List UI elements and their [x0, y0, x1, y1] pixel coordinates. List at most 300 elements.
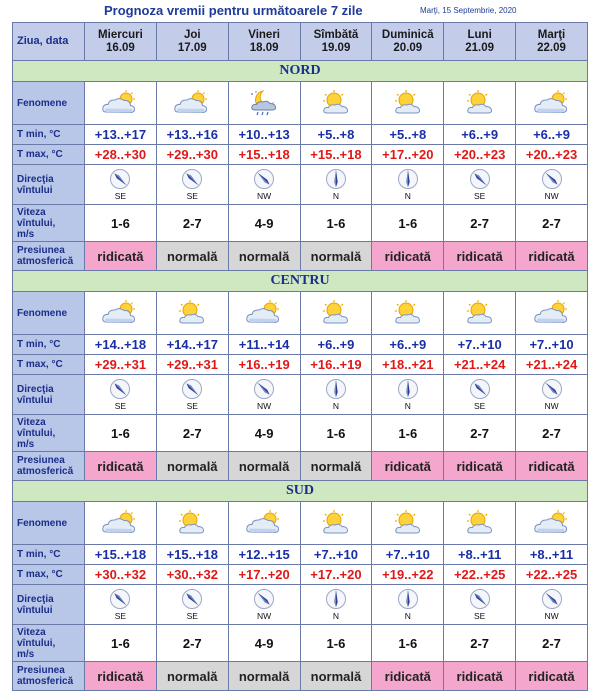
- wind-direction-value: SE: [114, 191, 127, 201]
- wind-direction-label: [13, 165, 85, 205]
- day-date: 16.09: [106, 41, 135, 54]
- wind-direction-value: SE: [473, 611, 486, 621]
- compass-arrow-icon: [181, 588, 203, 610]
- day-header-cell: [156, 23, 228, 61]
- cloud-sun-icon: [516, 510, 587, 536]
- sun-cloud-icon: [444, 90, 515, 116]
- cloud-sun-icon: [85, 510, 156, 536]
- wind-direction-wrap: [157, 588, 228, 621]
- label-line: Direcţia: [17, 383, 54, 395]
- wind-direction-label: [13, 585, 85, 625]
- wind-direction-cell: [372, 585, 444, 625]
- tmax-value: +29..+31: [85, 355, 157, 375]
- wind-direction-wrap: [444, 588, 515, 621]
- sun-cloud-icon: [157, 300, 228, 326]
- fenomene-row: [13, 82, 588, 125]
- tmax-value: +29..+31: [156, 355, 228, 375]
- wind-direction-wrap: [85, 588, 156, 621]
- tmin-value: +6..+9: [444, 125, 516, 145]
- pressure-label: [13, 662, 85, 691]
- day-header-cell: [85, 23, 157, 61]
- wind-speed-row: [13, 205, 588, 242]
- label-line: vîntului: [17, 604, 53, 616]
- tmin-value: +7..+10: [300, 545, 372, 565]
- pressure-row: [13, 452, 588, 481]
- tmax-value: +22..+25: [516, 565, 588, 585]
- tmax-value: +21..+24: [444, 355, 516, 375]
- pressure-value: ridicată: [372, 452, 444, 481]
- region-title: CENTRU: [13, 271, 588, 292]
- pressure-value: ridicată: [444, 452, 516, 481]
- compass-arrow-icon: [253, 588, 275, 610]
- day-date: 19.09: [321, 41, 351, 54]
- fenomene-row: [13, 292, 588, 335]
- wind-direction-value: NW: [544, 401, 559, 411]
- label-line: atmosferică: [17, 466, 74, 477]
- weather-cell: [444, 292, 516, 335]
- wind-speed-value: 2-7: [156, 415, 228, 452]
- pressure-value: normală: [156, 452, 228, 481]
- label-line: Presiunea: [17, 245, 65, 256]
- label-line: Presiunea: [17, 455, 65, 466]
- page-title: Prognoza vremii pentru următoarele 7 zile: [104, 3, 363, 18]
- wind-speed-value: 1-6: [372, 625, 444, 662]
- tmin-value: +13..+16: [156, 125, 228, 145]
- compass-arrow-icon: [469, 168, 491, 190]
- wind-direction-value: SE: [473, 191, 486, 201]
- tmin-value: +12..+15: [228, 545, 300, 565]
- wind-direction-value: SE: [186, 401, 198, 411]
- wind-speed-value: 2-7: [156, 205, 228, 242]
- pressure-value: ridicată: [85, 662, 157, 691]
- tmin-value: +14..+18: [85, 335, 157, 355]
- day-date: 22.09: [537, 41, 566, 54]
- wind-direction-value: SE: [114, 401, 127, 411]
- wind-speed-value: 1-6: [85, 205, 157, 242]
- tmin-value: +14..+17: [156, 335, 228, 355]
- sun-cloud-icon: [301, 300, 372, 326]
- pressure-value: ridicată: [444, 662, 516, 691]
- tmin-label: T min, °C: [13, 125, 85, 145]
- pressure-value: ridicată: [516, 662, 588, 691]
- pressure-value: ridicată: [516, 452, 588, 481]
- weather-cell: [444, 502, 516, 545]
- compass-arrow-icon: [253, 168, 275, 190]
- tmin-value: +7..+10: [516, 335, 588, 355]
- cloud-sun-icon: [157, 90, 228, 116]
- pressure-value: ridicată: [444, 242, 516, 271]
- tmin-value: +8..+11: [516, 545, 588, 565]
- wind-direction-value: N: [332, 401, 340, 411]
- sun-cloud-icon: [372, 90, 443, 116]
- wind-direction-row: [13, 585, 588, 625]
- region-row: [13, 61, 588, 82]
- wind-direction-value: NW: [544, 191, 559, 201]
- wind-speed-value: 4-9: [228, 625, 300, 662]
- cloud-sun-icon: [229, 510, 300, 536]
- wind-direction-wrap: [372, 588, 443, 621]
- day-date: 20.09: [393, 41, 423, 54]
- label-line: m/s: [17, 228, 35, 240]
- tmax-value: +21..+24: [516, 355, 588, 375]
- tmin-row: [13, 125, 588, 145]
- fenomene-row: [13, 502, 588, 545]
- wind-speed-value: 2-7: [444, 625, 516, 662]
- label-line: vîntului,: [17, 217, 56, 229]
- wind-direction-cell: [156, 375, 228, 415]
- wind-direction-cell: [85, 585, 157, 625]
- wind-direction-cell: [516, 585, 588, 625]
- tmin-value: +5..+8: [372, 125, 444, 145]
- tmax-row: [13, 565, 588, 585]
- tmax-value: +20..+23: [444, 145, 516, 165]
- label-line: Viteza: [17, 206, 46, 218]
- compass-arrow-icon: [541, 378, 563, 400]
- tmax-value: +16..+19: [228, 355, 300, 375]
- wind-direction-value: SE: [186, 191, 198, 201]
- compass-arrow-icon: [325, 588, 347, 610]
- compass-arrow-icon: [541, 168, 563, 190]
- wind-direction-wrap: [301, 588, 372, 621]
- sun-cloud-icon: [444, 510, 515, 536]
- region-row: [13, 481, 588, 502]
- wind-direction-cell: [228, 585, 300, 625]
- sun-cloud-icon: [301, 510, 372, 536]
- wind-speed-label: [13, 415, 85, 452]
- tmin-value: +5..+8: [300, 125, 372, 145]
- tmax-value: +30..+32: [156, 565, 228, 585]
- weather-cell: [156, 502, 228, 545]
- compass-arrow-icon: [469, 588, 491, 610]
- pressure-value: ridicată: [372, 242, 444, 271]
- wind-speed-value: 2-7: [156, 625, 228, 662]
- day-date: 17.09: [177, 41, 207, 54]
- cloud-sun-icon: [516, 90, 587, 116]
- weather-cell: [85, 292, 157, 335]
- day-name: Vineri: [248, 28, 280, 41]
- wind-direction-cell: [228, 375, 300, 415]
- tmax-value: +17..+20: [372, 145, 444, 165]
- wind-direction-value: NW: [257, 401, 272, 411]
- day-header-cell: [300, 23, 372, 61]
- wind-direction-value: N: [404, 191, 411, 201]
- day-name: Joi: [183, 28, 201, 41]
- region-title: SUD: [13, 481, 588, 502]
- wind-direction-label: [13, 375, 85, 415]
- wind-direction-cell: [300, 585, 372, 625]
- compass-arrow-icon: [181, 168, 203, 190]
- wind-speed-value: 1-6: [300, 205, 372, 242]
- wind-speed-value: 2-7: [444, 415, 516, 452]
- label-line: m/s: [17, 648, 35, 660]
- weather-cell: [300, 292, 372, 335]
- day-name: Sîmbătă: [313, 28, 359, 41]
- tmax-value: +20..+23: [516, 145, 588, 165]
- day-name: Marţi: [537, 28, 566, 41]
- wind-direction-cell: [156, 585, 228, 625]
- wind-direction-cell: [300, 375, 372, 415]
- tmin-label: T min, °C: [13, 335, 85, 355]
- weather-cell: [85, 502, 157, 545]
- wind-direction-cell: [372, 165, 444, 205]
- wind-direction-cell: [300, 165, 372, 205]
- label-line: vîntului: [17, 394, 53, 406]
- compass-arrow-icon: [325, 168, 347, 190]
- day-name: Luni: [467, 28, 492, 41]
- tmin-row: [13, 335, 588, 355]
- weather-cell: [228, 292, 300, 335]
- tmax-value: +15..+18: [228, 145, 300, 165]
- weather-cell: [372, 292, 444, 335]
- wind-direction-wrap: [157, 168, 228, 201]
- label-line: m/s: [17, 438, 35, 450]
- pressure-value: normală: [300, 662, 372, 691]
- label-line: Presiunea: [17, 665, 65, 676]
- wind-direction-wrap: [85, 168, 156, 201]
- wind-speed-label: [13, 205, 85, 242]
- wind-speed-value: 2-7: [516, 205, 588, 242]
- wind-direction-wrap: [516, 168, 587, 201]
- compass-arrow-icon: [109, 168, 131, 190]
- tmin-value: +7..+10: [444, 335, 516, 355]
- weather-cell: [372, 502, 444, 545]
- tmin-value: +6..+9: [372, 335, 444, 355]
- tmax-value: +22..+25: [444, 565, 516, 585]
- pressure-value: ridicată: [85, 242, 157, 271]
- weather-cell: [372, 82, 444, 125]
- tmax-value: +17..+20: [228, 565, 300, 585]
- wind-speed-value: 1-6: [372, 415, 444, 452]
- wind-direction-row: [13, 165, 588, 205]
- pressure-value: normală: [300, 452, 372, 481]
- wind-direction-cell: [372, 375, 444, 415]
- label-line: vîntului: [17, 184, 53, 196]
- wind-direction-row: [13, 375, 588, 415]
- tmin-row: [13, 545, 588, 565]
- day-header-cell: [372, 23, 444, 61]
- night-cloud-icon: [229, 89, 300, 117]
- weather-cell: [228, 502, 300, 545]
- wind-direction-value: NW: [257, 191, 272, 201]
- wind-direction-wrap: [444, 378, 515, 411]
- compass-arrow-icon: [541, 588, 563, 610]
- weather-cell: [156, 292, 228, 335]
- tmax-label: T max, °C: [13, 355, 85, 375]
- compass-arrow-icon: [397, 378, 419, 400]
- page-date: Marţi, 15 Septembrie, 2020: [420, 6, 517, 15]
- wind-direction-wrap: [444, 168, 515, 201]
- wind-speed-value: 1-6: [300, 415, 372, 452]
- sun-cloud-icon: [301, 90, 372, 116]
- wind-speed-value: 1-6: [85, 625, 157, 662]
- label-line: Direcţia: [17, 173, 54, 185]
- compass-arrow-icon: [469, 378, 491, 400]
- weather-cell: [85, 82, 157, 125]
- compass-arrow-icon: [181, 378, 203, 400]
- day-name: Duminică: [381, 28, 434, 41]
- pressure-value: normală: [300, 242, 372, 271]
- compass-arrow-icon: [109, 588, 131, 610]
- label-line: atmosferică: [17, 256, 74, 267]
- tmax-value: +19..+22: [372, 565, 444, 585]
- tmin-label: T min, °C: [13, 545, 85, 565]
- tmax-label: T max, °C: [13, 145, 85, 165]
- label-line: vîntului,: [17, 637, 56, 649]
- pressure-value: ridicată: [516, 242, 588, 271]
- pressure-label: [13, 452, 85, 481]
- sun-cloud-icon: [157, 510, 228, 536]
- sun-cloud-icon: [444, 300, 515, 326]
- wind-direction-value: N: [404, 611, 411, 621]
- weather-cell: [156, 82, 228, 125]
- pressure-label: [13, 242, 85, 271]
- wind-direction-wrap: [372, 378, 443, 411]
- wind-speed-label: [13, 625, 85, 662]
- day-date: 21.09: [465, 41, 495, 54]
- tmax-label: T max, °C: [13, 565, 85, 585]
- weather-cell: [228, 82, 300, 125]
- wind-direction-wrap: [516, 378, 587, 411]
- tmin-value: +8..+11: [444, 545, 516, 565]
- tmax-value: +16..+19: [300, 355, 372, 375]
- label-line: Viteza: [17, 416, 46, 428]
- wind-direction-wrap: [229, 378, 300, 411]
- pressure-row: [13, 242, 588, 271]
- tmax-value: +28..+30: [85, 145, 157, 165]
- compass-arrow-icon: [397, 588, 419, 610]
- weather-cell: [516, 82, 588, 125]
- weather-cell: [444, 82, 516, 125]
- day-header-cell: [444, 23, 516, 61]
- pressure-value: normală: [156, 662, 228, 691]
- pressure-value: normală: [156, 242, 228, 271]
- wind-speed-row: [13, 625, 588, 662]
- wind-direction-wrap: [516, 588, 587, 621]
- tmin-value: +15..+18: [156, 545, 228, 565]
- day-date: 18.09: [249, 41, 279, 54]
- wind-direction-cell: [516, 165, 588, 205]
- compass-arrow-icon: [109, 378, 131, 400]
- tmax-value: +30..+32: [85, 565, 157, 585]
- region-title: NORD: [13, 61, 588, 82]
- wind-direction-cell: [156, 165, 228, 205]
- cloud-sun-icon: [85, 300, 156, 326]
- wind-speed-value: 1-6: [372, 205, 444, 242]
- compass-arrow-icon: [397, 168, 419, 190]
- pressure-row: [13, 662, 588, 691]
- pressure-value: normală: [228, 242, 300, 271]
- wind-speed-value: 4-9: [228, 205, 300, 242]
- wind-direction-cell: [444, 585, 516, 625]
- tmin-value: +15..+18: [85, 545, 157, 565]
- wind-direction-cell: [85, 165, 157, 205]
- label-line: Direcţia: [17, 593, 54, 605]
- tmin-value: +6..+9: [300, 335, 372, 355]
- wind-direction-cell: [444, 375, 516, 415]
- day-label-cell: Ziua, data: [13, 23, 85, 61]
- wind-direction-cell: [516, 375, 588, 415]
- wind-direction-value: SE: [114, 611, 127, 621]
- wind-direction-value: SE: [186, 611, 198, 621]
- cloud-sun-icon: [229, 300, 300, 326]
- tmax-value: +29..+30: [156, 145, 228, 165]
- wind-speed-value: 2-7: [516, 625, 588, 662]
- wind-speed-value: 2-7: [516, 415, 588, 452]
- day-header-cell: [228, 23, 300, 61]
- tmax-value: +15..+18: [300, 145, 372, 165]
- compass-arrow-icon: [253, 378, 275, 400]
- page-header: [0, 0, 600, 20]
- pressure-value: ridicată: [85, 452, 157, 481]
- wind-direction-value: N: [332, 611, 340, 621]
- label-line: vîntului,: [17, 427, 56, 439]
- sun-cloud-icon: [372, 300, 443, 326]
- wind-direction-value: NW: [544, 611, 559, 621]
- wind-direction-cell: [85, 375, 157, 415]
- label-line: atmosferică: [17, 676, 74, 687]
- wind-direction-wrap: [301, 378, 372, 411]
- tmin-value: +10..+13: [228, 125, 300, 145]
- wind-direction-cell: [444, 165, 516, 205]
- wind-direction-value: N: [332, 191, 340, 201]
- day-header-cell: [516, 23, 588, 61]
- weather-cell: [300, 82, 372, 125]
- wind-direction-wrap: [372, 168, 443, 201]
- fenomene-label: Fenomene: [13, 82, 85, 125]
- tmax-row: [13, 355, 588, 375]
- tmax-value: +17..+20: [300, 565, 372, 585]
- wind-direction-value: N: [404, 401, 411, 411]
- fenomene-label: Fenomene: [13, 502, 85, 545]
- wind-direction-wrap: [229, 168, 300, 201]
- forecast-table: [12, 22, 588, 691]
- tmin-value: +7..+10: [372, 545, 444, 565]
- tmax-row: [13, 145, 588, 165]
- wind-direction-wrap: [301, 168, 372, 201]
- pressure-value: normală: [228, 662, 300, 691]
- wind-speed-value: 1-6: [300, 625, 372, 662]
- weather-cell: [516, 292, 588, 335]
- wind-direction-cell: [228, 165, 300, 205]
- cloud-sun-icon: [85, 90, 156, 116]
- wind-speed-value: 4-9: [228, 415, 300, 452]
- wind-direction-wrap: [229, 588, 300, 621]
- wind-speed-row: [13, 415, 588, 452]
- wind-speed-value: 1-6: [85, 415, 157, 452]
- tmin-value: +13..+17: [85, 125, 157, 145]
- region-row: [13, 271, 588, 292]
- fenomene-label: Fenomene: [13, 292, 85, 335]
- tmin-value: +6..+9: [516, 125, 588, 145]
- pressure-value: normală: [228, 452, 300, 481]
- wind-speed-value: 2-7: [444, 205, 516, 242]
- wind-direction-wrap: [85, 378, 156, 411]
- day-header-row: [13, 23, 588, 61]
- label-line: Viteza: [17, 626, 46, 638]
- pressure-value: ridicată: [372, 662, 444, 691]
- sun-cloud-icon: [372, 510, 443, 536]
- wind-direction-value: SE: [473, 401, 486, 411]
- compass-arrow-icon: [325, 378, 347, 400]
- cloud-sun-icon: [516, 300, 587, 326]
- tmax-value: +18..+21: [372, 355, 444, 375]
- wind-direction-wrap: [157, 378, 228, 411]
- weather-cell: [300, 502, 372, 545]
- weather-cell: [516, 502, 588, 545]
- tmin-value: +11..+14: [228, 335, 300, 355]
- day-name: Miercuri: [98, 28, 143, 41]
- wind-direction-value: NW: [257, 611, 272, 621]
